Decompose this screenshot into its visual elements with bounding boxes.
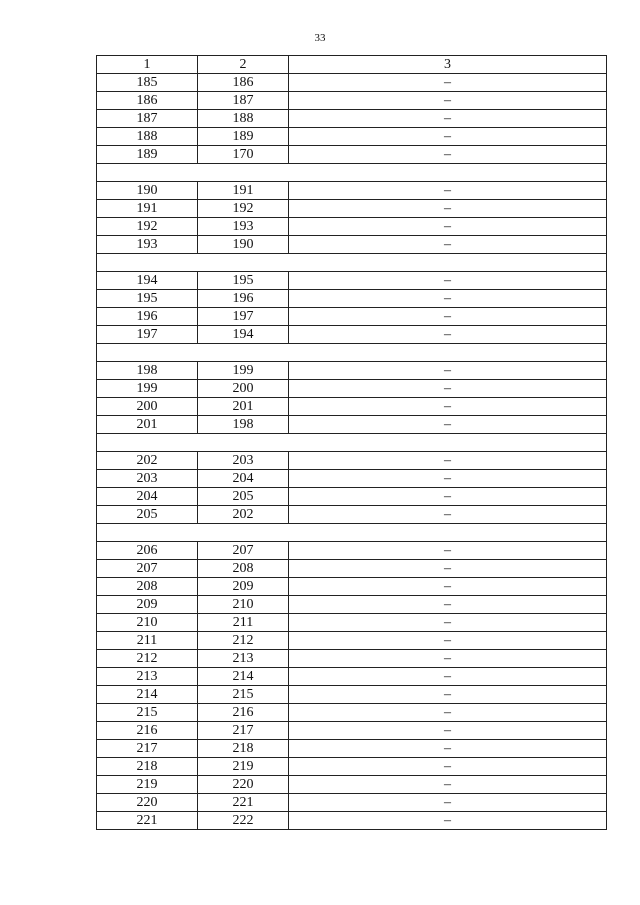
table-cell-col-3: – [289, 110, 607, 128]
table-row [97, 146, 607, 164]
table-cell-col-3: – [289, 92, 607, 110]
table-cell-col-1: 193 [97, 236, 198, 254]
table-cell-col-3: – [289, 542, 607, 560]
table-cell-col-3: – [289, 632, 607, 650]
table-cell-col-1: 214 [97, 686, 198, 704]
table-row [97, 794, 607, 812]
table-cell-col-1: 208 [97, 578, 198, 596]
table-cell-col-3: – [289, 380, 607, 398]
table-separator-row [97, 524, 607, 542]
table-cell-col-3: – [289, 182, 607, 200]
table-row [97, 362, 607, 380]
table-cell-col-2: 212 [198, 632, 289, 650]
table-cell-col-2: 190 [198, 236, 289, 254]
table-cell-col-1: 199 [97, 380, 198, 398]
table-cell-col-1: 186 [97, 92, 198, 110]
table-row [97, 110, 607, 128]
table-cell-col-1: 197 [97, 326, 198, 344]
table-cell-col-3: – [289, 470, 607, 488]
table-cell-col-2: 218 [198, 740, 289, 758]
table-cell-col-3: – [289, 578, 607, 596]
table-cell-col-1: 194 [97, 272, 198, 290]
table-cell-col-2: 211 [198, 614, 289, 632]
table-cell-col-2: 200 [198, 380, 289, 398]
table-separator-row [97, 164, 607, 182]
table-row [97, 380, 607, 398]
table-body [97, 74, 607, 830]
table-row [97, 92, 607, 110]
separator-cell [97, 254, 607, 272]
table-cell-col-1: 209 [97, 596, 198, 614]
table-row [97, 200, 607, 218]
table-cell-col-2: 195 [198, 272, 289, 290]
table-cell-col-1: 213 [97, 668, 198, 686]
table-cell-col-2: 214 [198, 668, 289, 686]
table-cell-col-2: 202 [198, 506, 289, 524]
table-row [97, 578, 607, 596]
table-cell-col-1: 189 [97, 146, 198, 164]
table-cell-col-3: – [289, 722, 607, 740]
table-cell-col-1: 207 [97, 560, 198, 578]
table-row [97, 470, 607, 488]
table-row [97, 704, 607, 722]
table-cell-col-1: 192 [97, 218, 198, 236]
table-cell-col-1: 212 [97, 650, 198, 668]
table-row [97, 596, 607, 614]
table-cell-col-1: 210 [97, 614, 198, 632]
table-cell-col-2: 222 [198, 812, 289, 830]
column-header-1: 1 [97, 56, 198, 74]
table-row [97, 398, 607, 416]
separator-cell [97, 524, 607, 542]
separator-cell [97, 434, 607, 452]
table-cell-col-3: – [289, 488, 607, 506]
table-cell-col-3: – [289, 560, 607, 578]
table-row [97, 416, 607, 434]
table-cell-col-3: – [289, 704, 607, 722]
table-cell-col-3: – [289, 776, 607, 794]
table-cell-col-2: 186 [198, 74, 289, 92]
table-row [97, 668, 607, 686]
table-row [97, 308, 607, 326]
table-cell-col-3: – [289, 686, 607, 704]
table-row [97, 128, 607, 146]
table-cell-col-2: 219 [198, 758, 289, 776]
table-row [97, 236, 607, 254]
table-cell-col-1: 198 [97, 362, 198, 380]
table-row [97, 488, 607, 506]
table-row [97, 272, 607, 290]
table-row [97, 758, 607, 776]
table-cell-col-1: 195 [97, 290, 198, 308]
table-cell-col-3: – [289, 794, 607, 812]
table-cell-col-3: – [289, 506, 607, 524]
table-row [97, 686, 607, 704]
table-cell-col-1: 204 [97, 488, 198, 506]
table-row [97, 218, 607, 236]
table-row [97, 776, 607, 794]
table-cell-col-3: – [289, 308, 607, 326]
table-cell-col-2: 199 [198, 362, 289, 380]
table-cell-col-3: – [289, 218, 607, 236]
table-cell-col-1: 190 [97, 182, 198, 200]
table-cell-col-2: 191 [198, 182, 289, 200]
table-cell-col-3: – [289, 128, 607, 146]
table-separator-row [97, 254, 607, 272]
table-cell-col-3: – [289, 236, 607, 254]
table-cell-col-1: 188 [97, 128, 198, 146]
table-row [97, 812, 607, 830]
table-cell-col-2: 210 [198, 596, 289, 614]
table-cell-col-3: – [289, 146, 607, 164]
table-cell-col-2: 194 [198, 326, 289, 344]
table-header-row [97, 56, 607, 74]
table-separator-row [97, 434, 607, 452]
table-cell-col-2: 204 [198, 470, 289, 488]
table-cell-col-1: 218 [97, 758, 198, 776]
table-cell-col-2: 216 [198, 704, 289, 722]
table-cell-col-2: 196 [198, 290, 289, 308]
table-cell-col-1: 200 [97, 398, 198, 416]
table-cell-col-2: 201 [198, 398, 289, 416]
table-row [97, 452, 607, 470]
table-cell-col-1: 191 [97, 200, 198, 218]
table-cell-col-3: – [289, 668, 607, 686]
column-header-2: 2 [198, 56, 289, 74]
table-cell-col-3: – [289, 272, 607, 290]
column-header-3: 3 [289, 56, 607, 74]
table-cell-col-2: 215 [198, 686, 289, 704]
table-cell-col-1: 216 [97, 722, 198, 740]
table-cell-col-1: 211 [97, 632, 198, 650]
table-cell-col-2: 209 [198, 578, 289, 596]
table-cell-col-3: – [289, 758, 607, 776]
table-cell-col-2: 187 [198, 92, 289, 110]
table-cell-col-3: – [289, 74, 607, 92]
table-cell-col-1: 196 [97, 308, 198, 326]
separator-cell [97, 164, 607, 182]
table-cell-col-2: 197 [198, 308, 289, 326]
table-cell-col-3: – [289, 596, 607, 614]
table-row [97, 560, 607, 578]
table-cell-col-3: – [289, 650, 607, 668]
table-cell-col-3: – [289, 812, 607, 830]
table-row [97, 614, 607, 632]
table-cell-col-3: – [289, 200, 607, 218]
table-cell-col-3: – [289, 398, 607, 416]
table-cell-col-2: 192 [198, 200, 289, 218]
table-row [97, 650, 607, 668]
table-cell-col-1: 201 [97, 416, 198, 434]
table-cell-col-2: 203 [198, 452, 289, 470]
table-cell-col-3: – [289, 452, 607, 470]
table-row [97, 722, 607, 740]
table-row [97, 74, 607, 92]
table-cell-col-1: 220 [97, 794, 198, 812]
table-cell-col-2: 170 [198, 146, 289, 164]
table-cell-col-2: 193 [198, 218, 289, 236]
table-row [97, 632, 607, 650]
table-cell-col-1: 217 [97, 740, 198, 758]
table-cell-col-3: – [289, 326, 607, 344]
table-cell-col-2: 198 [198, 416, 289, 434]
table-row [97, 290, 607, 308]
table-cell-col-2: 220 [198, 776, 289, 794]
table-cell-col-1: 185 [97, 74, 198, 92]
table-row [97, 182, 607, 200]
page-number: 33 [314, 32, 326, 44]
table-cell-col-3: – [289, 362, 607, 380]
table-cell-col-3: – [289, 614, 607, 632]
table-cell-col-1: 206 [97, 542, 198, 560]
table-cell-col-1: 187 [97, 110, 198, 128]
table-cell-col-2: 208 [198, 560, 289, 578]
table-row [97, 326, 607, 344]
table-cell-col-2: 207 [198, 542, 289, 560]
table-cell-col-2: 213 [198, 650, 289, 668]
table-cell-col-1: 203 [97, 470, 198, 488]
table-cell-col-1: 221 [97, 812, 198, 830]
table-row [97, 740, 607, 758]
table-cell-col-3: – [289, 290, 607, 308]
table-row [97, 542, 607, 560]
table-cell-col-1: 205 [97, 506, 198, 524]
table-cell-col-2: 188 [198, 110, 289, 128]
table-row [97, 506, 607, 524]
table-separator-row [97, 344, 607, 362]
separator-cell [97, 344, 607, 362]
table-cell-col-3: – [289, 740, 607, 758]
table-cell-col-2: 189 [198, 128, 289, 146]
table-cell-col-1: 215 [97, 704, 198, 722]
table-cell-col-2: 217 [198, 722, 289, 740]
table-cell-col-2: 205 [198, 488, 289, 506]
data-table [96, 55, 607, 830]
table-cell-col-1: 219 [97, 776, 198, 794]
table-cell-col-1: 202 [97, 452, 198, 470]
table-cell-col-3: – [289, 416, 607, 434]
table-cell-col-2: 221 [198, 794, 289, 812]
